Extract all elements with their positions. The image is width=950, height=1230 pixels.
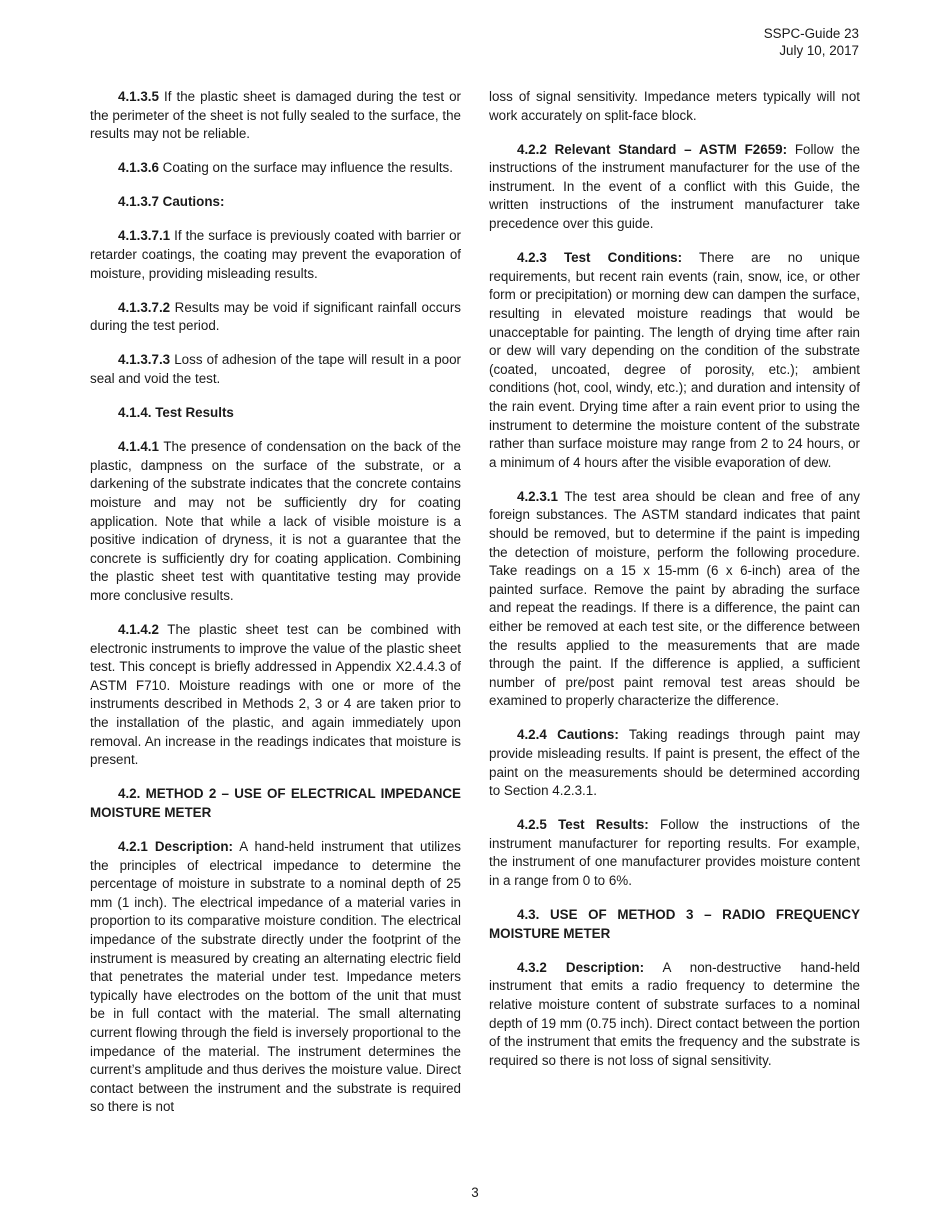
paragraph-continuation <box>489 88 860 125</box>
paragraph-4-1-3-6 <box>90 159 461 178</box>
heading-test-results <box>90 404 461 423</box>
section-number: 4.1.3.6 <box>118 160 159 176</box>
paragraph-text: Loss of adhesion of the tape will result in a poor seal and void the test. <box>90 352 461 387</box>
paragraph-4-2-5 <box>489 816 860 890</box>
section-heading: 4.1.4. Test Results <box>118 405 234 421</box>
section-number: 4.1.3.5 <box>118 89 159 104</box>
section-heading: 4.3. USE OF METHOD 3 – RADIO FREQUENCY MOISTURE METER <box>489 907 860 941</box>
paragraph-text: There are no unique requirements, but recent rain events (rain, snow, ice, or other form or precipitation) or morning dew can dampen the surface, resulting in elevated moisture readings that would be unacceptable for painting. The length of drying time after rain or dew will vary depending on the condition of the substrate (coated, uncoated, degree of porosity, etc.); ambient conditions (hot, cool, windy, etc.); and duration and intensity of the rain event. Drying time after a rain event prior to using the instrument to determine the moisture content of the substrate rather than surface moisture may range from 2 to 24 hours, or a minimum of 4 hours after the visible evaporation of dew. <box>489 250 860 470</box>
paragraph-4-2-1 <box>90 838 461 1117</box>
paragraph-text: The presence of condensation on the back of the plastic, dampness on the surface of the substrate, or a darkening of the substrate indicates that the concrete contains moisture and may not be sufficiently dry for coating application. Note that while a lack of visible moisture is a positive indication of dryness, it is not a guarantee that the concrete is sufficiently dry for coating application. Combining the plastic sheet test with quantitative testing may provide more conclusive results. <box>90 439 461 603</box>
paragraph-4-2-3 <box>489 249 860 472</box>
section-number: 4.1.3.7.3 <box>118 352 171 368</box>
paragraph-4-3-2 <box>489 959 860 1071</box>
paragraph-text: If the plastic sheet is damaged during the test or the perimeter of the sheet is not fully sealed to the surface, the results may not be reliable. <box>90 89 461 142</box>
paragraph-4-1-3-7-1 <box>90 227 461 283</box>
section-number: 4.1.3.7.2 <box>118 299 171 315</box>
paragraph-4-1-3-7-3 <box>90 351 461 388</box>
paragraph-text: A hand-held instrument that utilizes the principles of electrical impedance to determine the percentage of moisture in substrate to a nominal depth of 25 mm (1 inch). The electrical impedance of a material varies in proportion to its comparative moisture condition. The electrical impedance of the substrate directly under the footprint of the instrument is measured by creating an alternating electric field that penetrates the material under test. Impedance meters typically have electrodes on the bottom of the unit that must be in full contact with the material. The small alternating current flowing through the field is inversely proportional to the impedance of the material. The instrument determines the current’s amplitude and thus derives the moisture value. Direct contact between the instrument and the substrate is required so there is not <box>90 839 461 1115</box>
heading-method-2 <box>90 785 461 822</box>
section-number: 4.2.2 Relevant Standard – ASTM F2659: <box>517 141 788 157</box>
section-number: 4.2.4 Cautions: <box>517 727 619 743</box>
paragraph-text: If the surface is previously coated with barrier or retarder coatings, the coating may prevent the evaporation of moisture, providing misleading results. <box>90 228 461 281</box>
section-number: 4.1.4.1 <box>118 439 159 455</box>
heading-method-3 <box>489 906 860 943</box>
paragraph-4-1-3-7-2 <box>90 299 461 336</box>
left-column <box>90 88 461 1132</box>
page-number: 3 <box>471 1185 479 1200</box>
paragraph-4-1-3-5 <box>90 88 461 144</box>
paragraph-4-1-4-2 <box>90 621 461 770</box>
paragraph-text: Follow the instructions of the instrument manufacturer for the use of the instrument. In the event of a conflict with this Guide, the written instructions of the instrument manufacturer take precedence over this guide. <box>489 141 860 232</box>
section-heading: 4.2. METHOD 2 – USE OF ELECTRICAL IMPEDANCE MOISTURE METER <box>90 786 461 820</box>
section-number: 4.1.4.2 <box>118 622 159 638</box>
paragraph-4-2-2 <box>489 141 860 234</box>
section-number: 4.3.2 Description: <box>517 959 645 975</box>
paragraph-text: Taking readings through paint may provide misleading results. If paint is present, the effect of the paint on the measurements should be determined according to Section 4.2.3.1. <box>489 727 860 799</box>
section-number: 4.2.1 Description: <box>118 839 233 854</box>
paragraph-text: The test area should be clean and free of any foreign substances. The ASTM standard indicates that paint should be removed, but to determine if the paint is impeding the detection of moisture, perform the following procedure. Take readings on a 15 x 15-mm (6 x 6-inch) area of the painted surface. Remove the paint by abrading the surface and repeat the readings. If there is a difference, the paint can either be removed at each test site, or the difference between the results applied to the measurements that are made through the paint. If the difference is applied, a sufficient number of pre/post paint removal test areas should be examined to properly characterize the difference. <box>489 488 860 709</box>
paragraph-text: The plastic sheet test can be combined with electronic instruments to improve the value of the plastic sheet test. This concept is briefly addressed in Appendix X2.4.4.3 of ASTM F710. Moisture readings with one or more of the instruments described in Methods 2, 3 or 4 are taken prior to the installation of the plastic, and again immediately upon removal. An increase in the readings indicates that moisture is present. <box>90 622 461 768</box>
paragraph-4-2-3-1 <box>489 488 860 711</box>
section-number: 4.1.3.7.1 <box>118 228 171 244</box>
section-number: 4.2.3 Test Conditions: <box>517 250 683 266</box>
paragraph-text: Coating on the surface may influence the results. <box>158 160 453 176</box>
heading-cautions <box>90 193 461 212</box>
paragraph-text: Results may be void if significant rainfall occurs during the test period. <box>90 299 461 334</box>
paragraph-4-2-4 <box>489 726 860 800</box>
right-column <box>489 88 860 1086</box>
page-header <box>764 25 859 59</box>
section-heading: 4.1.3.7 Cautions: <box>118 194 225 210</box>
document-date: July 10, 2017 <box>779 43 859 58</box>
paragraph-text: loss of signal sensitivity. Impedance meters typically will not work accurately on split-face block. <box>489 89 860 123</box>
paragraph-text: Follow the instructions of the instrument manufacturer for reporting results. For example, the instrument of one manufacturer provides moisture content in a range from 0 to 6%. <box>489 817 860 889</box>
document-id: SSPC-Guide 23 <box>763 26 859 41</box>
section-number: 4.2.3.1 <box>517 488 558 504</box>
paragraph-4-1-4-1 <box>90 438 461 605</box>
paragraph-text: A non-destructive hand-held instrument that emits a radio frequency to determine the relative moisture content of substrate surfaces to a nominal depth of 19 mm (0.75 inch). Direct contact between the portion of the instrument that emits the frequency and the substrate is required so there is not loss of signal sensitivity. <box>489 959 861 1068</box>
section-number: 4.2.5 Test Results: <box>517 817 649 833</box>
